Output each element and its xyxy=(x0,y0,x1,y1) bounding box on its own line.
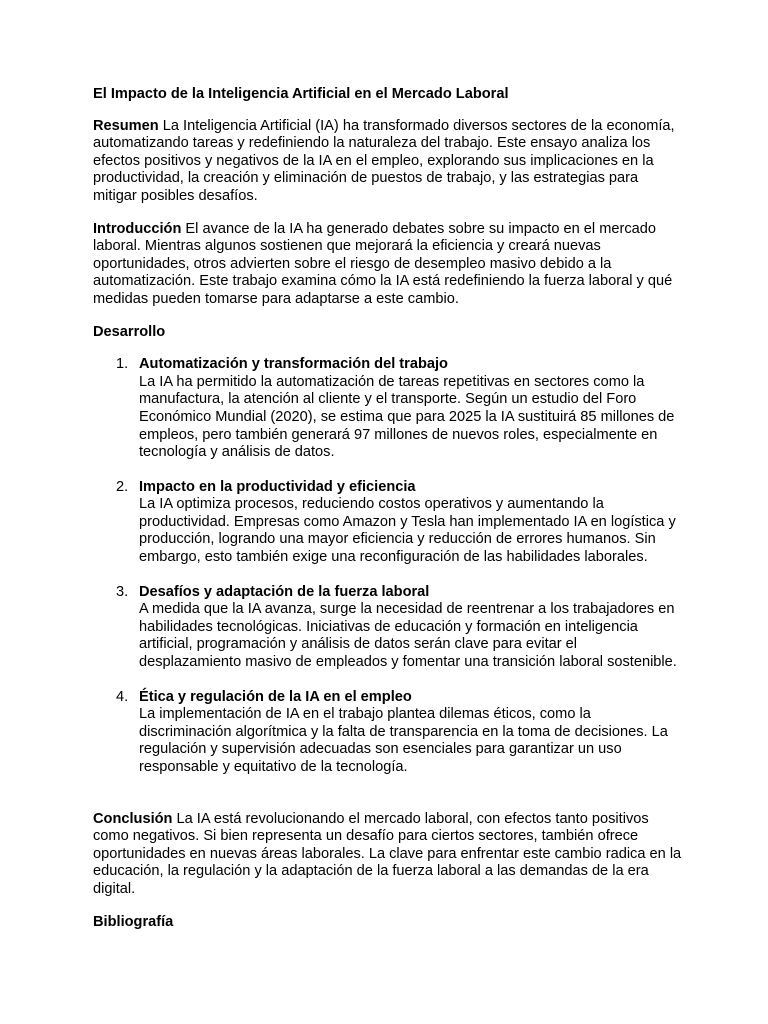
resumen-text: La Inteligencia Artificial (IA) ha transformado diversos sectores de la economía, automatizando tareas y redefiniendo la naturaleza del trabajo. Este ensayo analiza los efectos positivos y negativos de la IA en el empleo, explorando sus implicaciones en la productividad, la creación y eliminación de puestos de trabajo, y las estrategias para mitigar posibles desafíos. xyxy=(93,117,675,204)
resumen-paragraph xyxy=(93,118,683,206)
list-item-title: Automatización y transformación del trabajo xyxy=(139,356,448,373)
list-item-title: Impacto en la productividad y eficiencia xyxy=(139,478,416,495)
list-item-text: La IA ha permitido la automatización de tareas repetitivas en sectores como la manufactura, la atención al cliente y el transporte. Según un estudio del Foro Económico Mundial (2020), se estima que para 2025 la IA sustituirá 85 millones de empleos, pero también generará 97 millones de nuevos roles, especialmente en tecnología y análisis de datos. xyxy=(139,373,675,461)
document-body xyxy=(93,86,683,946)
list-item xyxy=(93,479,683,567)
list-item-title: Ética y regulación de la IA en el empleo xyxy=(139,688,412,705)
conclusion-paragraph xyxy=(93,811,683,899)
desarrollo-list xyxy=(93,356,683,776)
introduccion-text: El avance de la IA ha generado debates sobre su impacto en el mercado laboral. Mientras algunos sostienen que mejorará la eficiencia y creará nuevas oportunidades, otros advierten sobre el riesgo de desempleo masivo debido a la automatización. Este trabajo examina cómo la IA está redefiniendo la fuerza laboral y qué medidas pueden tomarse para adaptarse a este cambio. xyxy=(93,220,673,307)
document-title: El Impacto de la Inteligencia Artificial en el Mercado Laboral xyxy=(93,86,509,102)
resumen-label: Resumen xyxy=(93,117,159,134)
section-spacer xyxy=(93,794,683,811)
list-item-number: 3. xyxy=(116,583,129,600)
introduccion-paragraph xyxy=(93,221,683,309)
list-item-number: 1. xyxy=(116,356,129,373)
list-item xyxy=(93,356,683,462)
list-item xyxy=(93,689,683,777)
conclusion-label: Conclusión xyxy=(93,810,173,827)
desarrollo-heading: Desarrollo xyxy=(93,323,166,340)
list-item xyxy=(93,584,683,672)
list-item-text: La implementación de IA en el trabajo plantea dilemas éticos, como la discriminación algorítmica y la falta de transparencia en la toma de decisiones. La regulación y supervisión adecuadas son esenciales para garantizar un uso responsable y equitativo de la tecnología. xyxy=(139,706,668,775)
list-item-number: 4. xyxy=(116,688,129,705)
list-item-text: A medida que la IA avanza, surge la necesidad de reentrenar a los trabajadores en habilidades tecnológicas. Iniciativas de educación y formación en inteligencia artificial, programación y análisis de datos serán clave para evitar el desplazamiento masivo de empleados y fomentar una transición laboral sostenible. xyxy=(139,601,677,671)
list-item-text: La IA optimiza procesos, reduciendo costos operativos y aumentando la productividad. Empresas como Amazon y Tesla han implementado IA en logística y producción, logrando una mayor eficiencia y reducción de errores humanos. Sin embargo, esto también exige una reconfiguración de las habilidades laborales. xyxy=(139,496,676,566)
introduccion-label: Introducción xyxy=(93,220,182,237)
list-item-number: 2. xyxy=(116,478,129,495)
bibliografia-heading: Bibliografía xyxy=(93,913,174,930)
conclusion-text: La IA está revolucionando el mercado laboral, con efectos tanto positivos como negativos. Si bien representa un desafío para ciertos sectores, también ofrece oportunidades en nuevas áreas laborales. La clave para enfrentar este cambio radica en la educación, la regulación y la adaptación de la fuerza laboral a las demandas de la era digital. xyxy=(93,810,682,897)
list-item-title: Desafíos y adaptación de la fuerza laboral xyxy=(139,583,430,600)
